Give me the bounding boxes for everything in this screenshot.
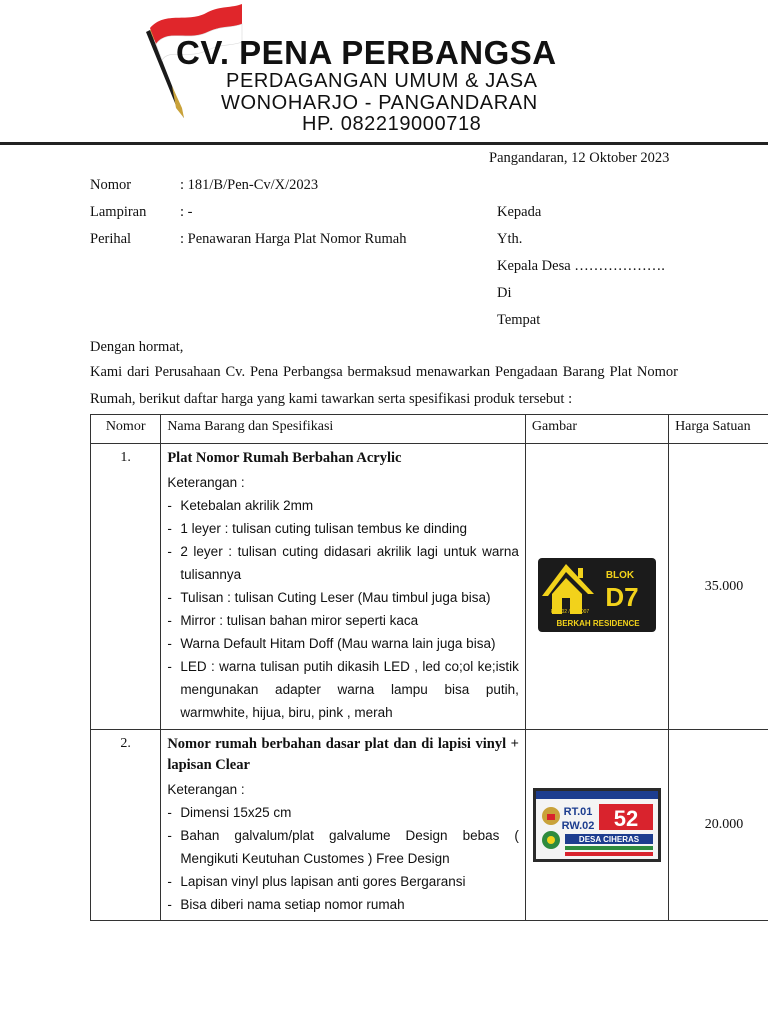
lampiran-value: : - xyxy=(180,204,193,220)
spec-item: - Bahan galvalum/plat galvalume Design bebas ( Mengikuti Keutuhan Customes ) Free Design xyxy=(167,824,519,870)
spec-item: - LED : warna tulisan putih dikasih LED , led co;ol ke;istik mengunakan adapter warna lampu bisa putih, warmwhite, hijua, biru, pink , merah xyxy=(167,655,519,724)
spec-item: - Tulisan : tulisan Cuting Leser (Mau timbul juga bisa) xyxy=(167,586,519,609)
spec-item: - 2 leyer : tulisan cuting didasari akrilik lagi untuk warna tulisannya xyxy=(167,540,519,586)
item-title: Plat Nomor Rumah Berbahan Acrylic xyxy=(167,450,402,466)
nomor-value: : 181/B/Pen-Cv/X/2023 xyxy=(180,177,319,193)
plate1-rt: RT 002 / RW 007 xyxy=(550,608,590,615)
garuda-icon xyxy=(542,807,560,825)
company-address: WONOHARJO - PANGANDARAN xyxy=(221,92,538,114)
header-nomor: Nomor xyxy=(91,415,161,444)
recipient-line-3: Kepala Desa ………………. xyxy=(497,258,665,274)
recipient-line-1: Kepada xyxy=(497,204,542,220)
letterhead-divider xyxy=(0,142,768,145)
table-row xyxy=(91,730,768,921)
price-table xyxy=(90,414,768,921)
recipient-line-2: Yth. xyxy=(497,231,523,247)
plate2-rw: RW.02 xyxy=(561,820,595,832)
perihal-value: : Penawaran Harga Plat Nomor Rumah xyxy=(180,231,407,247)
spec-item: - Ketebalan akrilik 2mm xyxy=(167,494,519,517)
keterangan-label: Keterangan : xyxy=(167,782,245,797)
lampiran-label: Lampiran xyxy=(90,204,147,220)
item-title: Nomor rumah berbahan dasar plat dan di lapisi vinyl + lapisan Clear xyxy=(167,736,519,773)
company-phone: HP. 082219000718 xyxy=(302,113,482,135)
header-harga: Harga Satuan xyxy=(669,415,768,444)
item-price: 20.000 xyxy=(669,730,768,921)
row-number: 2. xyxy=(91,730,161,921)
letter-date: Pangandaran, 12 Oktober 2023 xyxy=(489,150,670,166)
plate2-number: 52 xyxy=(613,806,639,831)
acrylic-plate-image xyxy=(538,542,656,632)
spec-item: - Dimensi 15x25 cm xyxy=(167,801,519,824)
company-name: CV. PENA PERBANGSA xyxy=(176,34,557,71)
nomor-label: Nomor xyxy=(90,177,132,193)
spec-item: - Bisa diberi nama setiap nomor rumah xyxy=(167,893,519,916)
recipient-line-4: Di xyxy=(497,285,512,301)
item-description xyxy=(161,730,526,921)
intro-paragraph: Kami dari Perusahaan Cv. Pena Perbangsa bermaksud menawarkan Pengadaan Barang Plat Nomor Rumah, berikut daftar harga yang kami tawarkan serta spesifikasi produk tersebut : xyxy=(90,364,678,407)
table-header-row xyxy=(91,415,768,444)
spec-item: - Mirror : tulisan bahan miror seperti kaca xyxy=(167,609,519,632)
spec-item: - Lapisan vinyl plus lapisan anti gores Bergaransi xyxy=(167,870,519,893)
plate1-number: D7 xyxy=(605,581,639,612)
regency-logo-icon xyxy=(542,831,560,849)
header-gambar: Gambar xyxy=(525,415,668,444)
item-image-cell xyxy=(525,444,668,730)
recipient-line-5: Tempat xyxy=(497,312,541,328)
vinyl-plate-image xyxy=(533,788,661,862)
plate1-blok: BLOK xyxy=(605,569,635,581)
keterangan-label: Keterangan : xyxy=(167,475,245,490)
plate2-rt: RT.01 xyxy=(563,806,593,818)
table-row xyxy=(91,444,768,730)
perihal-label: Perihal xyxy=(90,231,132,247)
plate2-desa: DESA CIHERAS xyxy=(578,835,640,844)
item-description xyxy=(161,444,526,730)
spec-item: - Warna Default Hitam Doff (Mau warna lain juga bisa) xyxy=(167,632,519,655)
header-nama-barang: Nama Barang dan Spesifikasi xyxy=(161,415,526,444)
item-price: 35.000 xyxy=(669,444,768,730)
business-type: PERDAGANGAN UMUM & JASA xyxy=(226,70,538,92)
spec-item: - 1 leyer : tulisan cuting tulisan tembus ke dinding xyxy=(167,517,519,540)
row-number: 1. xyxy=(91,444,161,730)
item-image-cell xyxy=(525,730,668,921)
plate1-residence: BERKAH RESIDENCE xyxy=(556,618,640,628)
greeting: Dengan hormat, xyxy=(90,339,184,355)
